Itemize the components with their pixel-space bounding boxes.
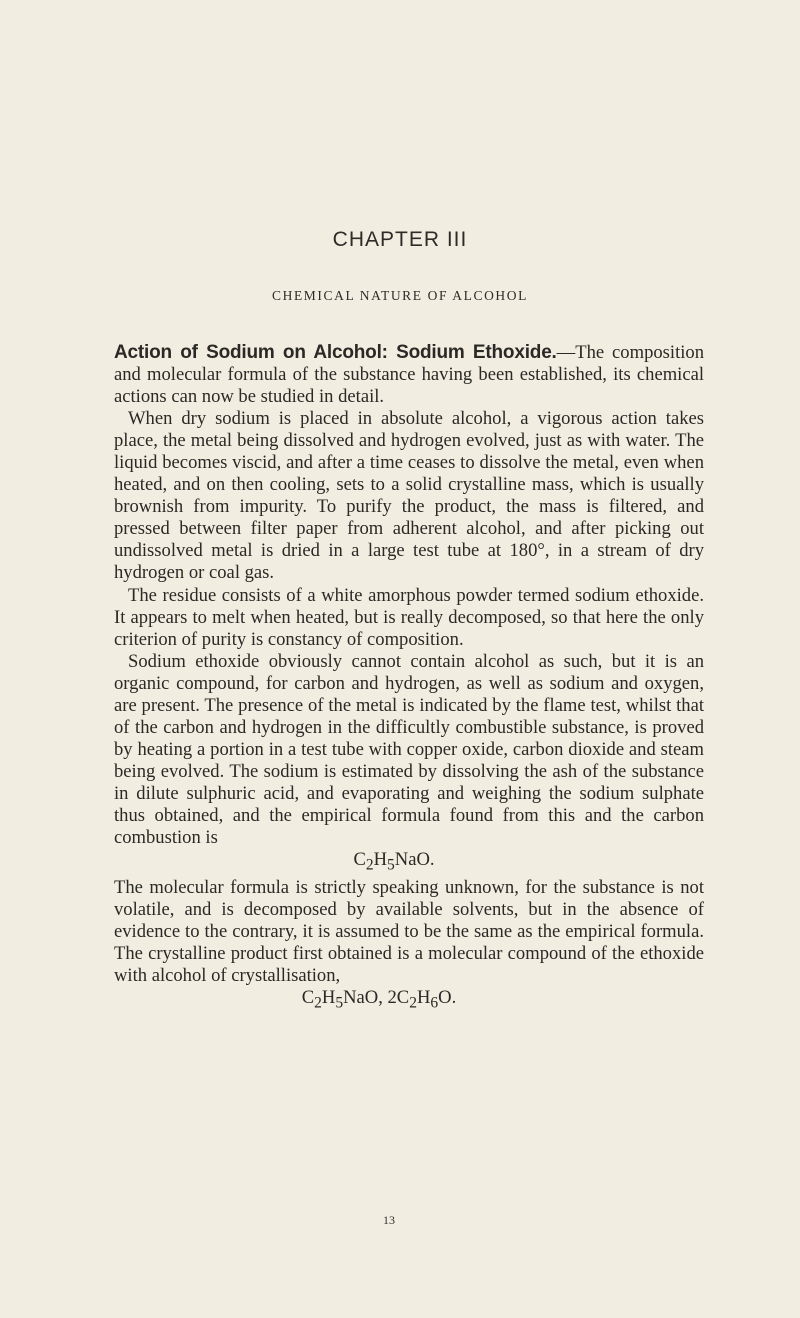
section-intro-paragraph xyxy=(114,342,704,408)
paragraph: The residue consists of a white amorphous powder termed sodium ethoxide. It appears to melt when heated, but is really decomposed, so that here the only criterion of purity is constancy of composition. xyxy=(114,584,704,650)
body-text xyxy=(114,342,704,1015)
crystalline-formula: $C_2H_5NaO$, $2C_2H_6O$. xyxy=(301,987,457,1012)
paragraph: The molecular formula is strictly speaking unknown, for the substance is not volatile, and is decomposed by available solvents, but in the absence of evidence to the contrary, it is assumed to be the same as the empirical formula. The crystalline product first obtained is a molecular compound of the ethoxide with alcohol of crystallisation, xyxy=(114,876,704,987)
paragraph: When dry sodium is placed in absolute alcohol, a vigorous action takes place, the metal being dissolved and hydrogen evolved, just as with water. The liquid becomes viscid, and after a time ceases to dissolve the metal, even when heated, and on then cooling, sets to a solid crystalline mass, which is usually brownish from impurity. To purify the product, the mass is filtered, and pressed between filter paper from adherent alcohol, and after picking out undissolved metal is dried in a large test tube at 180°, in a stream of dry hydrogen or coal gas. xyxy=(114,408,704,584)
chapter-title: CHAPTER III xyxy=(332,228,468,251)
section-intro-text: —The composition and molecular formula of the substance having been established, its chemical actions can now be studied in detail. xyxy=(114,342,704,408)
section-heading: Action of Sodium on Alcohol: Sodium Ethoxide. xyxy=(114,342,557,363)
page-number: 13 xyxy=(383,1213,395,1227)
empirical-formula: $C_2H_5NaO$. xyxy=(353,849,435,874)
paragraph: Sodium ethoxide obviously cannot contain alcohol as such, but it is an organic compound, for carbon and hydrogen, as well as sodium and oxygen, are present. The presence of the metal is indicated by the flame test, whilst that of the carbon and hydrogen in the difficultly combustible substance, is proved by heating a portion in a test tube with copper oxide, carbon dioxide and steam being evolved. The sodium is estimated by dissolving the ash of the substance in dilute sulphuric acid, and evaporating and weighing the sodium sulphate thus obtained, and the empirical formula found from this and the carbon combustion is xyxy=(114,650,704,849)
chapter-subtitle: CHEMICAL NATURE OF ALCOHOL xyxy=(272,288,528,303)
